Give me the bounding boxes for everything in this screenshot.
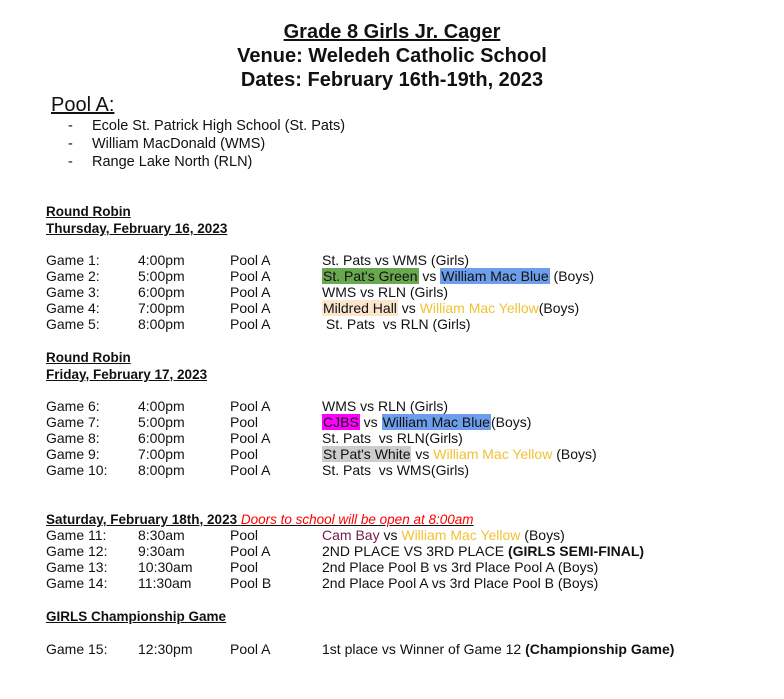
game-matchup — [322, 641, 674, 657]
team-name: Ecole St. Patrick High School (St. Pats) — [92, 118, 346, 134]
dates-line: Dates: February 16th-19th, 2023 — [240, 69, 544, 91]
game-time: 6:00pm — [138, 430, 185, 446]
game-pool: Pool A — [230, 284, 271, 300]
round-robin-heading-friday: Round Robin — [46, 350, 131, 365]
saturday-date: Saturday, February 18th, 2023 — [46, 512, 238, 527]
list-item: - Ecole St. Patrick High School (St. Pats) — [68, 118, 346, 134]
game-matchup — [322, 527, 565, 543]
game-matchup: St. Pats vs WMS (Girls) — [322, 252, 469, 268]
game-time: 4:00pm — [138, 398, 185, 414]
game-time: 5:00pm — [138, 268, 185, 284]
matchup-text: 1st place vs Winner of Game 12 — [322, 641, 526, 657]
game-division: (Boys) — [549, 268, 594, 284]
game-time: 12:30pm — [138, 641, 193, 657]
vs-text: vs — [379, 527, 402, 543]
team-highlight: William Mac Blue — [441, 268, 549, 284]
team-highlight: St Pat's White — [323, 446, 411, 462]
game-number: Game 4: — [46, 300, 100, 316]
round-robin-heading-thursday: Round Robin — [46, 204, 131, 219]
game-matchup: 2nd Place Pool A vs 3rd Place Pool B (Boys) — [322, 575, 599, 591]
team-name: Range Lake North (RLN) — [92, 154, 253, 170]
doors-open-note: Doors to school will be open at 8:00am — [240, 512, 474, 527]
game-matchup: St. Pats vs RLN(Girls) — [322, 430, 463, 446]
game-matchup — [322, 268, 594, 284]
game-pool: Pool B — [230, 575, 272, 591]
game-division: (Boys) — [552, 446, 597, 462]
list-item: - Range Lake North (RLN) — [68, 154, 253, 170]
friday-date-heading: Friday, February 17, 2023 — [46, 367, 208, 382]
thursday-date-heading: Thursday, February 16, 2023 — [46, 221, 228, 236]
game-time: 11:30am — [138, 575, 192, 591]
team-colored-text: William Mac Yellow — [433, 446, 553, 462]
game-number: Game 5: — [46, 316, 100, 332]
vs-text: vs — [359, 414, 382, 430]
team-colored-text: William Mac Yellow — [401, 527, 521, 543]
game-label-bold: (GIRLS SEMI-FINAL) — [507, 543, 645, 559]
vs-text: vs — [411, 446, 434, 462]
game-pool: Pool A — [230, 252, 271, 268]
game-pool: Pool A — [230, 268, 271, 284]
game-number: Game 12: — [46, 543, 108, 559]
team-colored-text: William Mac Yellow — [419, 300, 539, 316]
vs-text: vs — [418, 268, 441, 284]
game-pool: Pool A — [230, 398, 271, 414]
venue-line: Venue: Weledeh Catholic School — [237, 45, 547, 67]
game-number: Game 9: — [46, 446, 100, 462]
team-highlight: St. Pat's Green — [323, 268, 418, 284]
game-time: 6:00pm — [138, 284, 185, 300]
game-pool: Pool A — [230, 462, 271, 478]
game-number: Game 11: — [46, 527, 107, 543]
document-header — [0, 20, 784, 92]
game-time: 4:00pm — [138, 252, 185, 268]
team-highlight: CJBS — [323, 414, 359, 430]
game-time: 8:30am — [138, 527, 185, 543]
game-time: 8:00pm — [138, 316, 185, 332]
pool-a-heading: Pool A: — [51, 94, 115, 116]
game-label-bold: (Championship Game) — [525, 641, 675, 657]
game-matchup — [322, 446, 597, 462]
game-matchup — [322, 300, 579, 316]
game-matchup: WMS vs RLN (Girls) — [322, 398, 448, 414]
game-division: (Boys) — [538, 300, 580, 316]
pool-a-team-list — [68, 117, 345, 171]
game-time: 7:00pm — [138, 446, 185, 462]
game-number: Game 10: — [46, 462, 108, 478]
game-time: 9:30am — [138, 543, 185, 559]
document-title: Grade 8 Girls Jr. Cager — [283, 21, 501, 43]
matchup-text: 2ND PLACE VS 3RD PLACE — [322, 543, 508, 559]
saturday-date-heading — [46, 511, 474, 528]
game-number: Game 7: — [46, 414, 100, 430]
list-item: - William MacDonald (WMS) — [68, 136, 266, 152]
game-time: 10:30am — [138, 559, 193, 575]
game-time: 5:00pm — [138, 414, 185, 430]
game-number: Game 6: — [46, 398, 100, 414]
team-colored-text: Cam Bay — [322, 527, 380, 543]
game-matchup — [322, 414, 531, 430]
game-pool: Pool — [230, 414, 259, 430]
game-pool: Pool A — [230, 300, 271, 316]
game-time: 8:00pm — [138, 462, 185, 478]
game-number: Game 8: — [46, 430, 100, 446]
game-matchup: St. Pats vs RLN (Girls) — [322, 316, 471, 332]
game-time: 7:00pm — [138, 300, 185, 316]
game-number: Game 3: — [46, 284, 100, 300]
game-number: Game 14: — [46, 575, 108, 591]
game-matchup: WMS vs RLN (Girls) — [322, 284, 448, 300]
team-highlight: William Mac Blue — [382, 414, 490, 430]
team-name: William MacDonald (WMS) — [92, 136, 266, 152]
game-pool: Pool — [230, 559, 259, 575]
game-pool: Pool A — [230, 543, 271, 559]
game-pool: Pool A — [230, 641, 271, 657]
game-number: Game 15: — [46, 641, 108, 657]
vs-text: vs — [397, 300, 420, 316]
team-highlight: Mildred Hall — [323, 300, 397, 316]
championship-heading: GIRLS Championship Game — [46, 609, 227, 624]
game-number: Game 2: — [46, 268, 100, 284]
game-number: Game 1: — [46, 252, 100, 268]
game-division: (Boys) — [520, 527, 565, 543]
game-pool: Pool — [230, 446, 259, 462]
game-pool: Pool A — [230, 316, 271, 332]
game-matchup: 2nd Place Pool B vs 3rd Place Pool A (Boys) — [322, 559, 599, 575]
game-matchup — [322, 543, 644, 559]
game-division: (Boys) — [490, 414, 532, 430]
game-pool: Pool A — [230, 430, 271, 446]
game-matchup: St. Pats vs WMS(Girls) — [322, 462, 469, 478]
game-number: Game 13: — [46, 559, 108, 575]
game-pool: Pool — [230, 527, 259, 543]
